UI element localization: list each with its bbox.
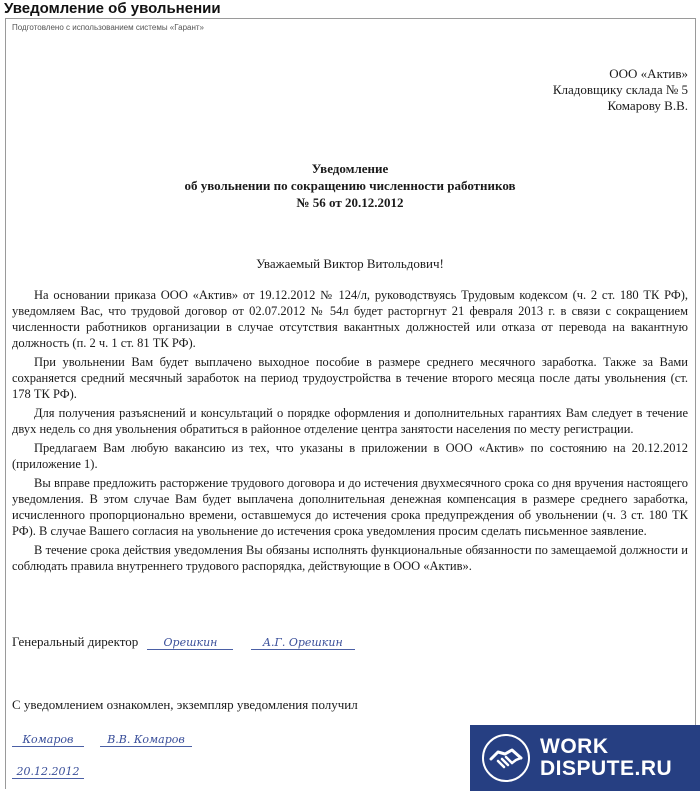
heading-subject: об увольнении по сокращению численности работников [184,178,516,193]
heading-title: Уведомление [311,161,389,176]
paragraph: На основании приказа ООО «Актив» от 19.12.2012 № 124/л, руководствуясь Трудовым кодексом (ч. 2 ст. 180 ТК РФ), уведомляем Вас, что трудовой договор от 02.07.2012 № 54л будет расторгнут 21 февраля 2013 г. в связи с сокращением численности работников организации в случае отсутствия вакантных должностей или отказа от перевода на вакантную должность (п. 2 ч. 1 ст. 81 ТК РФ). [12,288,688,350]
salutation: Уважаемый Виктор Витольдович! [256,256,444,271]
director-signature-row [12,634,355,650]
director-name: А.Г. Орешкин [251,636,355,650]
garant-note: Подготовлено с использованием системы «Гарант» [12,23,205,32]
page-title: Уведомление об увольнении [4,0,221,17]
document-heading [0,160,700,211]
handshake-icon [482,734,530,782]
heading-number-date: № 56 от 20.12.2012 [296,195,404,210]
watermark-badge [470,725,700,791]
recipient-name: Комарову В.В. [607,98,688,113]
paragraph: В течение срока действия уведомления Вы обязаны исполнять функциональные обязанности по замещаемой должности и соблюдать правила внутреннего трудового распорядка, действующие в ООО «Актив». [12,543,688,573]
acknowledgement-text: С уведомлением ознакомлен, экземпляр уведомления получил [12,697,358,712]
employee-signature-row [12,730,192,748]
recipient-block [553,66,688,114]
director-label: Генеральный директор [12,634,139,649]
recipient-position: Кладовщику склада № 5 [552,82,688,97]
recipient-company: ООО «Актив» [609,66,688,81]
paragraph: Предлагаем Вам любую вакансию из тех, что указаны в приложении в ООО «Актив» по состоянию на 20.12.2012 (приложение 1). [12,441,688,471]
employee-name: В.В. Комаров [100,733,192,747]
paragraph: При увольнении Вам будет выплачено выходное пособие в размере среднего месячного заработка. Также за Вами сохраняется средний месячный заработок на период трудоустройства в течение второго месяца после даты увольнения (ст. 178 ТК РФ). [12,355,688,401]
paragraph: Для получения разъяснений и консультаций о порядке оформления и дополнительных гарантиях Вам следует в течение двух недель со дня увольнения обратиться в районное отделение центра занятости населения по месту регистрации. [12,406,688,436]
notice-body [12,287,688,577]
acknowledgement-date-row [12,762,84,780]
watermark-text [540,736,672,780]
employee-signature: Комаров [12,733,84,747]
paragraph: Вы вправе предложить расторжение трудового договора и до истечения двухмесячного срока со дня вручения настоящего уведомления. В этом случае Вам будет выплачена дополнительная денежная компенсация в размере среднего заработка, исчисленного пропорционально времени, оставшемуся до истечения срока предупреждения об увольнении (ч. 3 ст. 180 ТК РФ). В случае Вашего согласия на увольнение до истечения срока уведомления просим сделать письменное заявление. [12,476,688,538]
watermark-line2: DISPUTE.RU [540,757,673,780]
director-signature: Орешкин [147,636,233,650]
watermark-line1: WORK [540,735,609,758]
acknowledgement-date: 20.12.2012 [12,765,84,779]
